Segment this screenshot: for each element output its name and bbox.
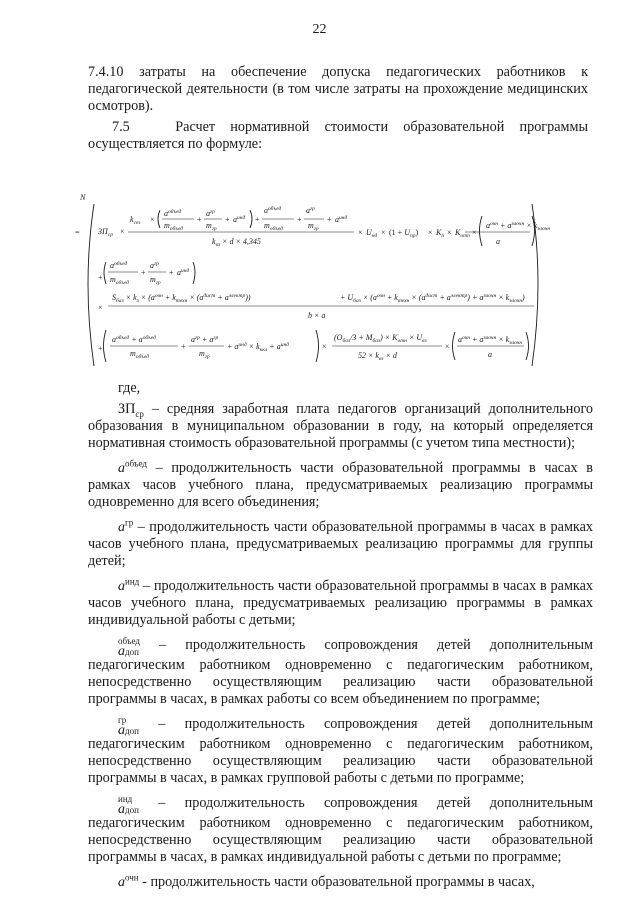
- formula-a-denom: a: [488, 350, 492, 359]
- def-a-och: $a^{очн}$ - продолжительность части образовательной программы в часах,: [118, 872, 535, 890]
- formula-sbaz-term: $S_{баз} \times k_з \times (a^{очн} + k_{техн} \times (a^{дист} + a^{электр}))$: [112, 293, 251, 304]
- formula-op: +: [327, 215, 332, 224]
- paragraph-number: 7.5: [112, 119, 130, 135]
- formula-n: N: [80, 193, 86, 202]
- formula-op: ×: [358, 228, 363, 237]
- def-a-obed: $a^{объед}$ – продолжительность части образовательной программы в часах в рамках часов учебного плана, предусматриваемых реализацию программы одновременно для всего объединения;: [88, 458, 593, 510]
- formula-52-term: $52 \times k_{вз} \times d$: [358, 351, 397, 362]
- formula-gr-sum: $a^{гр} + a^{гр}$: [191, 335, 219, 344]
- formula-paren: [193, 262, 195, 284]
- formula-paren: [104, 262, 106, 284]
- formula-b-a: b × a: [308, 311, 326, 320]
- formula-paren: [158, 210, 160, 228]
- def-a-ind: $a^{инд}$ – продолжительность части образовательной программы в часах в рамках часов учебного плана, предусматриваемых реализацию программы в рамках индивидуальной работы с детьми;: [88, 576, 593, 628]
- paragraph-text: 7.4.10 затраты на обеспечение допуска педагогических работников к педагогической деятельности (в том числе затраты на прохождение медицинских осмотров).: [88, 64, 588, 114]
- formula-op: ×: [445, 342, 450, 351]
- def-a-dop-obed: объед aдоп – продолжительность сопровождения детей дополнительным педагогическим работником одновременно с педагогическим работником, непосредственно осуществляющим реализацию части образовательной программы в часах, в рамках работы со всем объединением по программе;: [88, 636, 593, 707]
- formula-upr-group: $(1 + U_{пр})$: [389, 228, 419, 239]
- formula-a-dop-ind: $a^{инд}$: [335, 215, 348, 224]
- formula-obaz-term: $(O_{баз}/3 + M_{баз}) \times K_{отн} \times U_{вз}$: [334, 333, 427, 344]
- def-zp-sr: $ЗП_{ср}$ – средняя заработная плата педагогов организаций дополнительного образования в муниципальном образовании в году, на который определяется нормативная стоимость образовательной программы (с учетом типа местности);: [88, 401, 594, 451]
- cost-formula: [72, 188, 551, 378]
- formula-obed-sum: $a^{объед} + a^{объед}$: [112, 335, 156, 344]
- formula-op: ×: [428, 228, 433, 237]
- def-a-dop-gr: гр aдоп – продолжительность сопровождения детей дополнительным педагогическим работником одновременно с педагогическим работником, непосредственно осуществляющим реализацию части образовательной программы в часах, в рамках групповой работы с детьми по программе;: [88, 715, 594, 786]
- formula-kp: $K_п$: [436, 228, 445, 239]
- formula-op: +: [169, 268, 174, 277]
- page-number: 22: [312, 22, 327, 37]
- paragraph-7-5: [88, 119, 588, 153]
- formula-paren: [316, 330, 319, 362]
- formula-m-gr: $m_{гр}$: [308, 221, 319, 232]
- formula-m-gr: $m_{гр}$: [150, 275, 161, 286]
- formula-paren: [104, 330, 107, 362]
- formula-op: ×: [472, 228, 477, 237]
- paragraph-7-4-10: [88, 64, 588, 115]
- formula-m-obed: $m_{объед}$: [110, 275, 130, 286]
- formula-op: +: [297, 215, 302, 224]
- formula-och-zaoch: $a^{очн} + a^{заочн} \times k_{заочн}$: [486, 221, 551, 232]
- formula-denominator: $k_{вз} \times d \times 4,345$: [212, 237, 261, 248]
- where-label: где,: [118, 380, 141, 396]
- formula-a-dop-gr: $a^{гр}$: [306, 206, 315, 215]
- formula-m-gr: $m_{гр}$: [206, 221, 217, 232]
- formula-open-brace: [88, 204, 94, 366]
- formula-och-zaoch: $a^{очн} + a^{заочн} \times k_{заочн}$: [458, 335, 523, 346]
- formula-a-ind: $a^{инд}$: [233, 215, 246, 224]
- formula-m-obed: $m_{объед}$: [164, 221, 184, 232]
- formula-op: +: [255, 215, 260, 224]
- formula-op: ×: [381, 228, 386, 237]
- formula-a-gr: $a^{гр}$: [206, 209, 215, 218]
- formula-op: ×: [98, 303, 103, 312]
- formula-paren: [526, 332, 529, 360]
- def-a-gr: $a^{гр}$ – продолжительность части образовательной программы в часах в рамках часов учебного плана, предусматриваемых реализацию программы для группы детей;: [88, 517, 593, 569]
- formula-a-denom: a: [496, 237, 500, 246]
- formula-op: ×: [322, 342, 327, 351]
- formula-paren: [480, 216, 483, 246]
- formula-ubaz-term: + $U_{баз} \times (a^{очн} + k_{техн} \times (a^{дист} + a^{электр}) + a^{заочн} \times k_{заочн})$: [340, 293, 525, 304]
- formula-kotp: $K_{отп}$: [455, 228, 470, 239]
- formula-op: ×: [150, 215, 155, 224]
- formula-paren: [250, 210, 252, 228]
- definitions-list: [88, 380, 593, 899]
- formula-op: +: [141, 268, 146, 277]
- formula-op: +: [181, 342, 186, 351]
- formula-zp: $ЗП_{ср}$: [98, 227, 113, 238]
- formula-op: +: [98, 273, 103, 282]
- formula-op: +: [98, 344, 103, 353]
- formula-op: +: [197, 215, 202, 224]
- formula-a-gr: $a^{гр}$: [150, 261, 159, 270]
- formula-a-obed: $a^{объед}$: [110, 261, 128, 270]
- formula-m-obed: $m_{объед}$: [130, 349, 150, 360]
- def-a-dop-ind: инд aдоп – продолжительность сопровождения детей дополнительным педагогическим работником одновременно с педагогическим работником, непосредственно осуществляющим реализацию части образовательной программы в часах, в рамках индивидуальной работы с детьми по программе;: [88, 794, 594, 865]
- formula-op: ×: [120, 227, 125, 236]
- formula-op: +: [225, 215, 230, 224]
- formula-op: ×: [447, 228, 452, 237]
- formula-a-ind: $a^{инд}$: [177, 268, 190, 277]
- formula-a-dop-obed: $a^{объед}$: [264, 206, 282, 215]
- formula-paren: [453, 332, 456, 360]
- formula-m-obed: $m_{объед}$: [264, 221, 284, 232]
- formula-a-obed: $a^{объед}$: [164, 209, 182, 218]
- paragraph-text: Расчет нормативной стоимости образовательной программы осуществляется по формуле:: [88, 119, 588, 152]
- formula-ind-sum: + $a^{инд} \times k_{ккл} + a^{инд}$: [227, 342, 289, 353]
- formula-u-nd: $U_{нд}$: [366, 228, 378, 239]
- formula-kses: $k_{сез}$: [130, 215, 141, 226]
- formula-m-gr: $m_{гр}$: [199, 349, 210, 360]
- formula-equals: =: [75, 228, 80, 237]
